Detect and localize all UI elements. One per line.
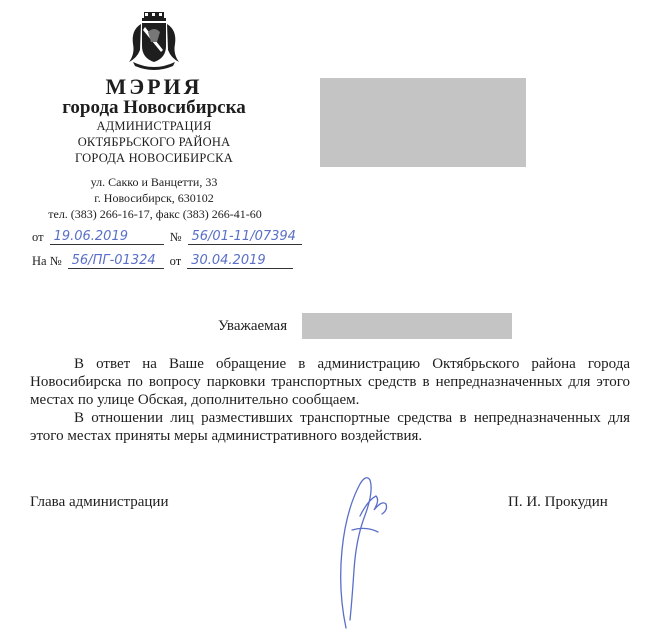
incoming-number: 56/ПГ-01324 xyxy=(68,253,164,269)
recipient-redaction xyxy=(320,78,526,167)
re-label: На № xyxy=(32,254,62,268)
from-label: от xyxy=(32,230,44,244)
phone-fax-line: тел. (383) 266-16-17, факс (383) 266-41-60 xyxy=(48,207,262,221)
number-label: № xyxy=(169,230,182,244)
body-paragraph: В ответ на Ваше обращение в администрацию Октябрьского района города Новосибирска по вопросу парковки транспортных средств в непредназначенных для этого местах по улице Обская, дополнительно сообщаем. xyxy=(30,356,630,408)
incoming-reference xyxy=(32,253,293,269)
re-from-label: от xyxy=(169,254,182,268)
org-subtitle: города Новосибирска xyxy=(62,97,246,118)
city-emblem-icon xyxy=(127,12,181,70)
incoming-date: 30.04.2019 xyxy=(187,253,293,269)
signatory-title: Глава администрации xyxy=(30,494,169,510)
outgoing-number: 56/01-11/07394 xyxy=(188,229,302,245)
dept-line: АДМИНИСТРАЦИЯ xyxy=(96,119,212,133)
outgoing-reference xyxy=(32,229,302,245)
address-line: г. Новосибирск, 630102 xyxy=(94,191,214,205)
body-paragraph: В отношении лиц разместивших транспортные средства в непредназначенных для этого местах приняты меры административного воздействия. xyxy=(30,410,630,444)
letter-body xyxy=(30,355,630,445)
greeting: Уважаемая xyxy=(218,318,288,334)
signatory-name: П. И. Прокудин xyxy=(508,494,608,510)
name-redaction xyxy=(302,313,512,339)
dept-line: ГОРОДА НОВОСИБИРСКА xyxy=(75,151,233,165)
org-title: МЭРИЯ xyxy=(105,74,203,99)
handwritten-signature xyxy=(316,470,412,630)
address-line: ул. Сакко и Ванцетти, 33 xyxy=(90,175,218,189)
dept-line: ОКТЯБРЬСКОГО РАЙОНА xyxy=(77,135,231,149)
outgoing-date: 19.06.2019 xyxy=(50,229,164,245)
